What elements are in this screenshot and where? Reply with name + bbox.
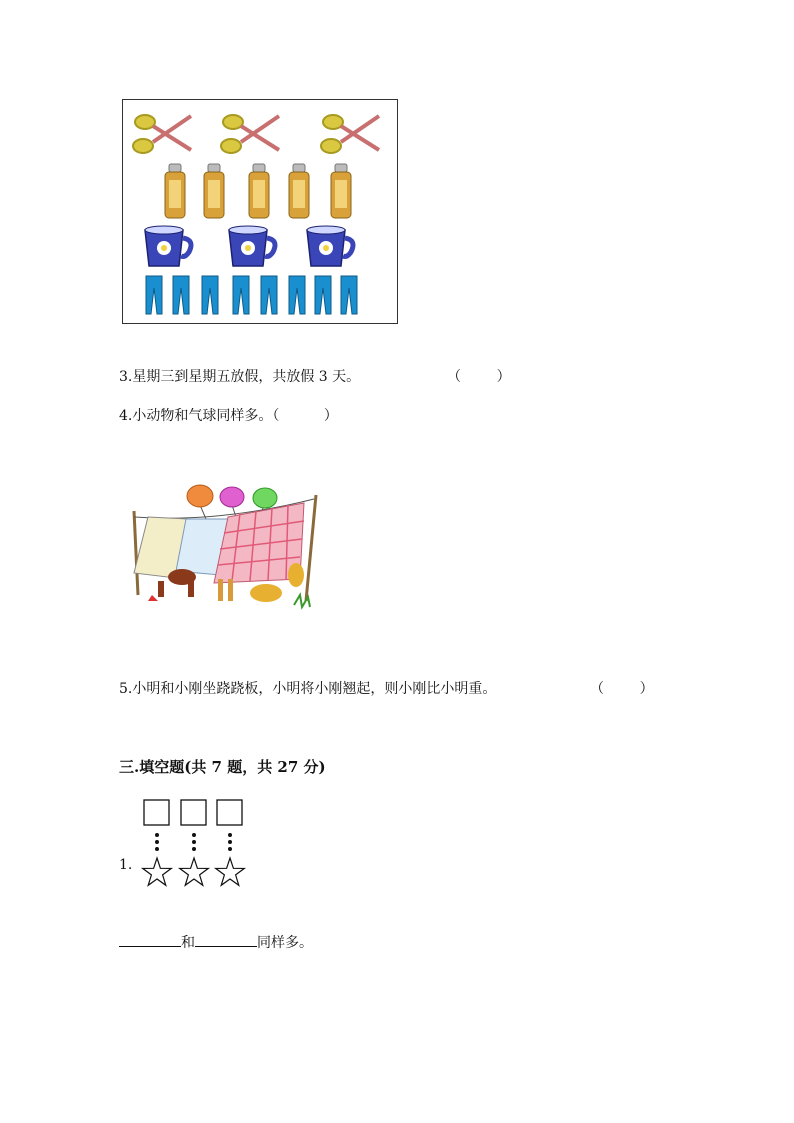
objects-picture <box>122 99 398 324</box>
question-5-answer-parentheses[interactable]: （ ） <box>590 681 654 697</box>
pants-icon <box>146 276 162 314</box>
scissors-row <box>133 115 379 153</box>
star-icon <box>143 858 172 885</box>
grass <box>294 595 310 607</box>
thermos-icon <box>331 164 351 218</box>
cup-row <box>145 226 353 266</box>
fill-question-1-line <box>119 932 313 952</box>
pants-icon <box>173 276 189 314</box>
word-same-amount: 同样多。 <box>257 935 313 951</box>
answer-blank-1[interactable] <box>119 934 181 947</box>
pants-icon <box>233 276 249 314</box>
square-icon <box>181 800 206 825</box>
thermos-icon <box>249 164 269 218</box>
cup-icon <box>229 226 275 266</box>
question-3-answer-parentheses[interactable]: （ ） <box>447 369 511 385</box>
thermos-icon <box>289 164 309 218</box>
pants-icon <box>202 276 218 314</box>
pants-icon <box>341 276 357 314</box>
pants-icon <box>261 276 277 314</box>
star-icon <box>180 858 209 885</box>
cup-icon <box>307 226 353 266</box>
animals-balloons-picture <box>128 483 320 615</box>
word-and: 和 <box>181 935 195 951</box>
balloon-icon <box>187 485 213 519</box>
section-3-heading: 三.填空题(共 7 题，共 27 分) <box>119 758 326 776</box>
square-icon <box>144 800 169 825</box>
pants-row <box>146 276 357 314</box>
answer-blank-2[interactable] <box>195 934 257 947</box>
thermos-icon <box>165 164 185 218</box>
left-pole <box>134 511 138 595</box>
question-4-text: 4.小动物和气球同样多。（ ） <box>119 408 338 424</box>
square-icon <box>217 800 242 825</box>
scissors-icon <box>133 115 191 153</box>
question-5-text: 5.小明和小刚坐跷跷板，小明将小刚翘起，则小刚比小明重。 <box>119 681 497 697</box>
fill-question-1-number: 1. <box>119 857 133 873</box>
squares-stars-diagram <box>138 798 250 890</box>
star-icon <box>216 858 245 885</box>
right-pole <box>306 495 316 601</box>
scissors-icon <box>321 115 379 153</box>
pants-icon <box>289 276 305 314</box>
dots <box>155 833 232 851</box>
thermos-row <box>165 164 351 218</box>
pants-icon <box>315 276 331 314</box>
cup-icon <box>145 226 191 266</box>
thermos-icon <box>204 164 224 218</box>
question-3-text: 3.星期三到星期五放假，共放假 3 天。 <box>119 369 361 385</box>
scissors-icon <box>221 115 279 153</box>
balloon-icon <box>220 487 244 517</box>
